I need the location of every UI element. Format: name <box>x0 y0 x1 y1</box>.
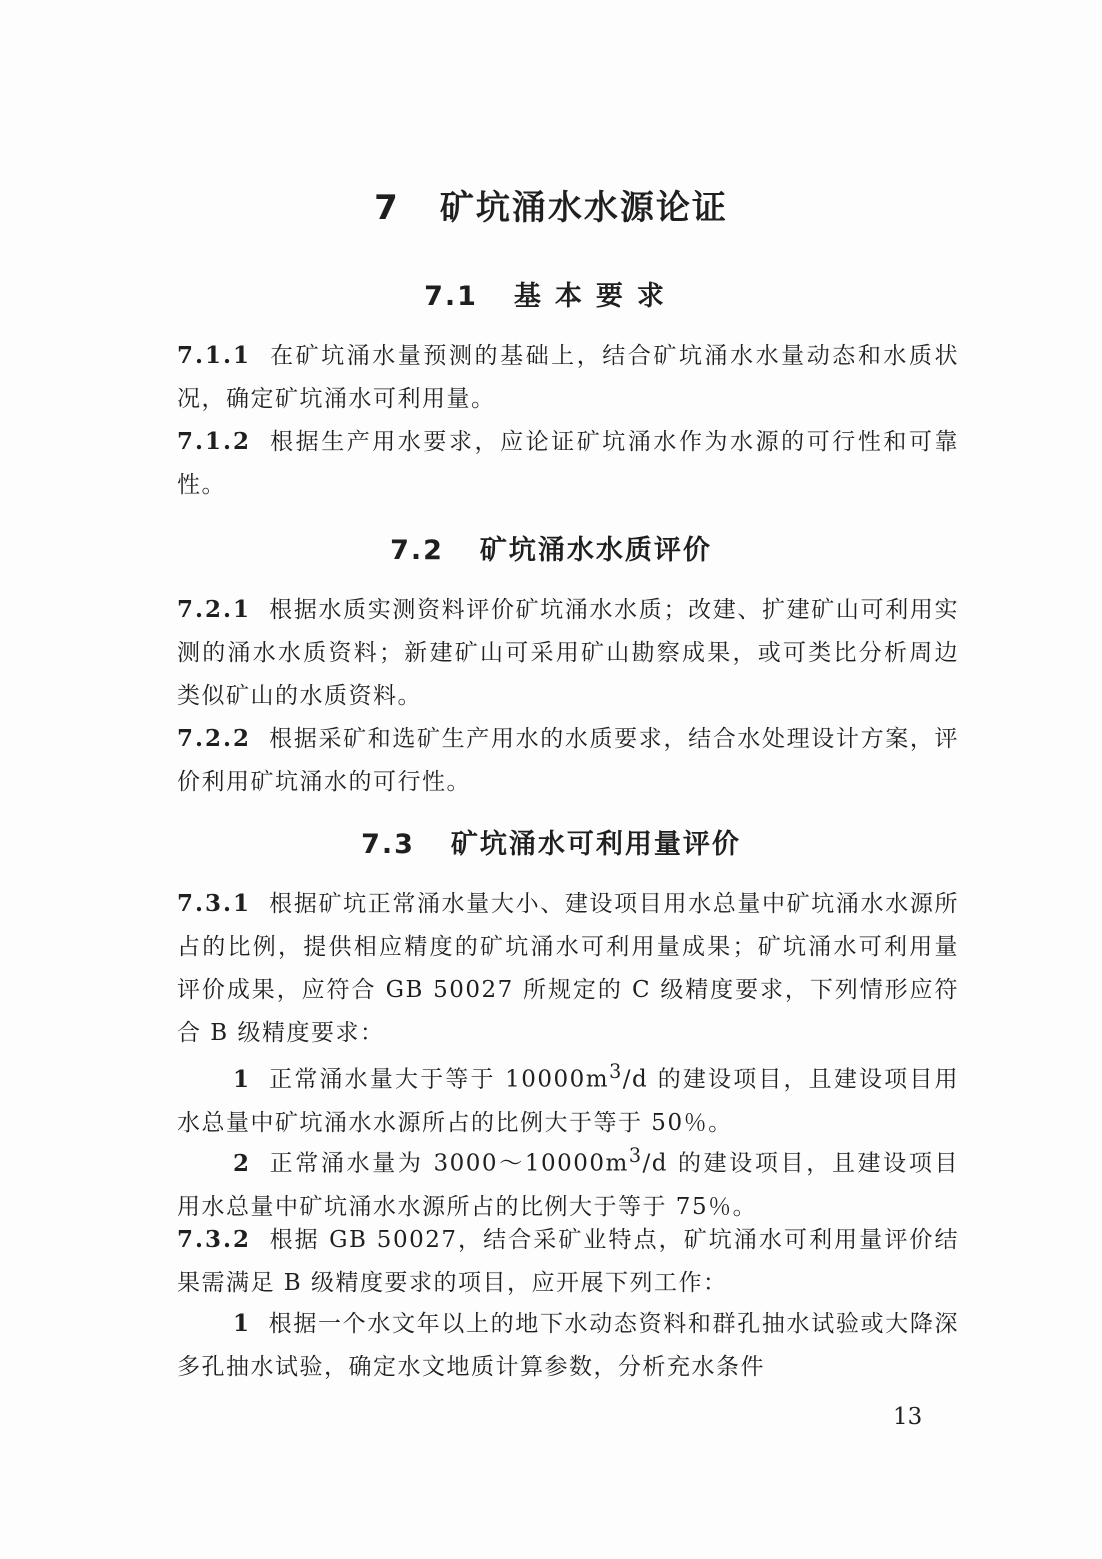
list-item-7-3-2-1 <box>177 1302 959 1389</box>
item-text: 根据一个水文年以上的地下水动态资料和群孔抽水试验或大降深多孔抽水试验，确定水文地质计算参数，分析充水条件 <box>177 1311 959 1380</box>
section-title-text: 基本要求 <box>513 281 678 312</box>
list-item-7-3-1-2 <box>177 1134 959 1229</box>
item-text-after: /d 的建设项目，且建设项目用水总量中矿坑涌水水源所占的比例大于等于 50％。 <box>177 1066 959 1136</box>
superscript: 3 <box>609 1060 623 1083</box>
clause-7-3-2 <box>177 1218 959 1305</box>
clause-7-2-2 <box>177 717 959 804</box>
clause-number: 7.3.2 <box>177 1226 252 1253</box>
section-title-7-1 <box>0 274 1102 313</box>
clause-text: 在矿坑涌水量预测的基础上，结合矿坑涌水水量动态和水质状况，确定矿坑涌水可利用量。 <box>177 343 959 412</box>
item-number: 2 <box>233 1149 251 1177</box>
clause-text: 根据生产用水要求，应论证矿坑涌水作为水源的可行性和可靠性。 <box>177 429 959 498</box>
section-number: 7.1 <box>424 281 478 312</box>
clause-7-3-1 <box>177 882 959 1055</box>
clause-number: 7.1.2 <box>177 428 252 455</box>
clause-7-1-2 <box>177 420 959 507</box>
chapter-number: 7 <box>374 188 400 228</box>
superscript: 3 <box>628 1144 643 1167</box>
section-title-7-2 <box>0 528 1102 567</box>
section-title-text: 矿坑涌水水质评价 <box>479 535 712 566</box>
item-text-before: 正常涌水量大于等于 10000m <box>268 1066 610 1093</box>
clause-7-2-1 <box>177 588 959 718</box>
section-title-text: 矿坑涌水可利用量评价 <box>450 829 741 860</box>
clause-number: 7.2.2 <box>177 725 252 752</box>
section-number: 7.2 <box>390 535 444 566</box>
clause-text: 根据矿坑正常涌水量大小、建设项目用水总量中矿坑涌水水源所占的比例，提供相应精度的矿坑涌水可利用量成果；矿坑涌水可利用量评价成果，应符合 GB 50027 所规定的 C 级精度要求，下列情形应符合 B 级精度要求： <box>177 891 959 1046</box>
item-number: 1 <box>233 1310 251 1337</box>
section-number: 7.3 <box>361 829 415 860</box>
clause-number: 7.3.1 <box>177 890 252 917</box>
item-number: 1 <box>233 1065 251 1093</box>
chapter-title <box>0 180 1102 229</box>
clause-text: 根据采矿和选矿生产用水的水质要求，结合水处理设计方案，评价利用矿坑涌水的可行性。 <box>177 726 959 795</box>
clause-7-1-1 <box>177 334 959 421</box>
page-number: 13 <box>893 1404 923 1430</box>
clause-text: 根据 GB 50027，结合采矿业特点，矿坑涌水可利用量评价结果需满足 B 级精度要求的项目，应开展下列工作： <box>177 1227 959 1296</box>
list-item-7-3-1-1 <box>177 1050 959 1145</box>
clause-number: 7.1.1 <box>177 342 252 369</box>
item-text-after: /d 的建设项目，且建设项目用水总量中矿坑涌水水源所占的比例大于等于 75％。 <box>177 1150 959 1220</box>
clause-number: 7.2.1 <box>177 596 252 623</box>
section-title-7-3 <box>0 822 1102 861</box>
clause-text: 根据水质实测资料评价矿坑涌水水质；改建、扩建矿山可利用实测的涌水水质资料；新建矿山可采用矿山勘察成果，或可类比分析周边类似矿山的水质资料。 <box>177 597 959 709</box>
chapter-title-text: 矿坑涌水水源论证 <box>439 188 728 228</box>
item-text-before: 正常涌水量为 3000～10000m <box>268 1150 629 1177</box>
